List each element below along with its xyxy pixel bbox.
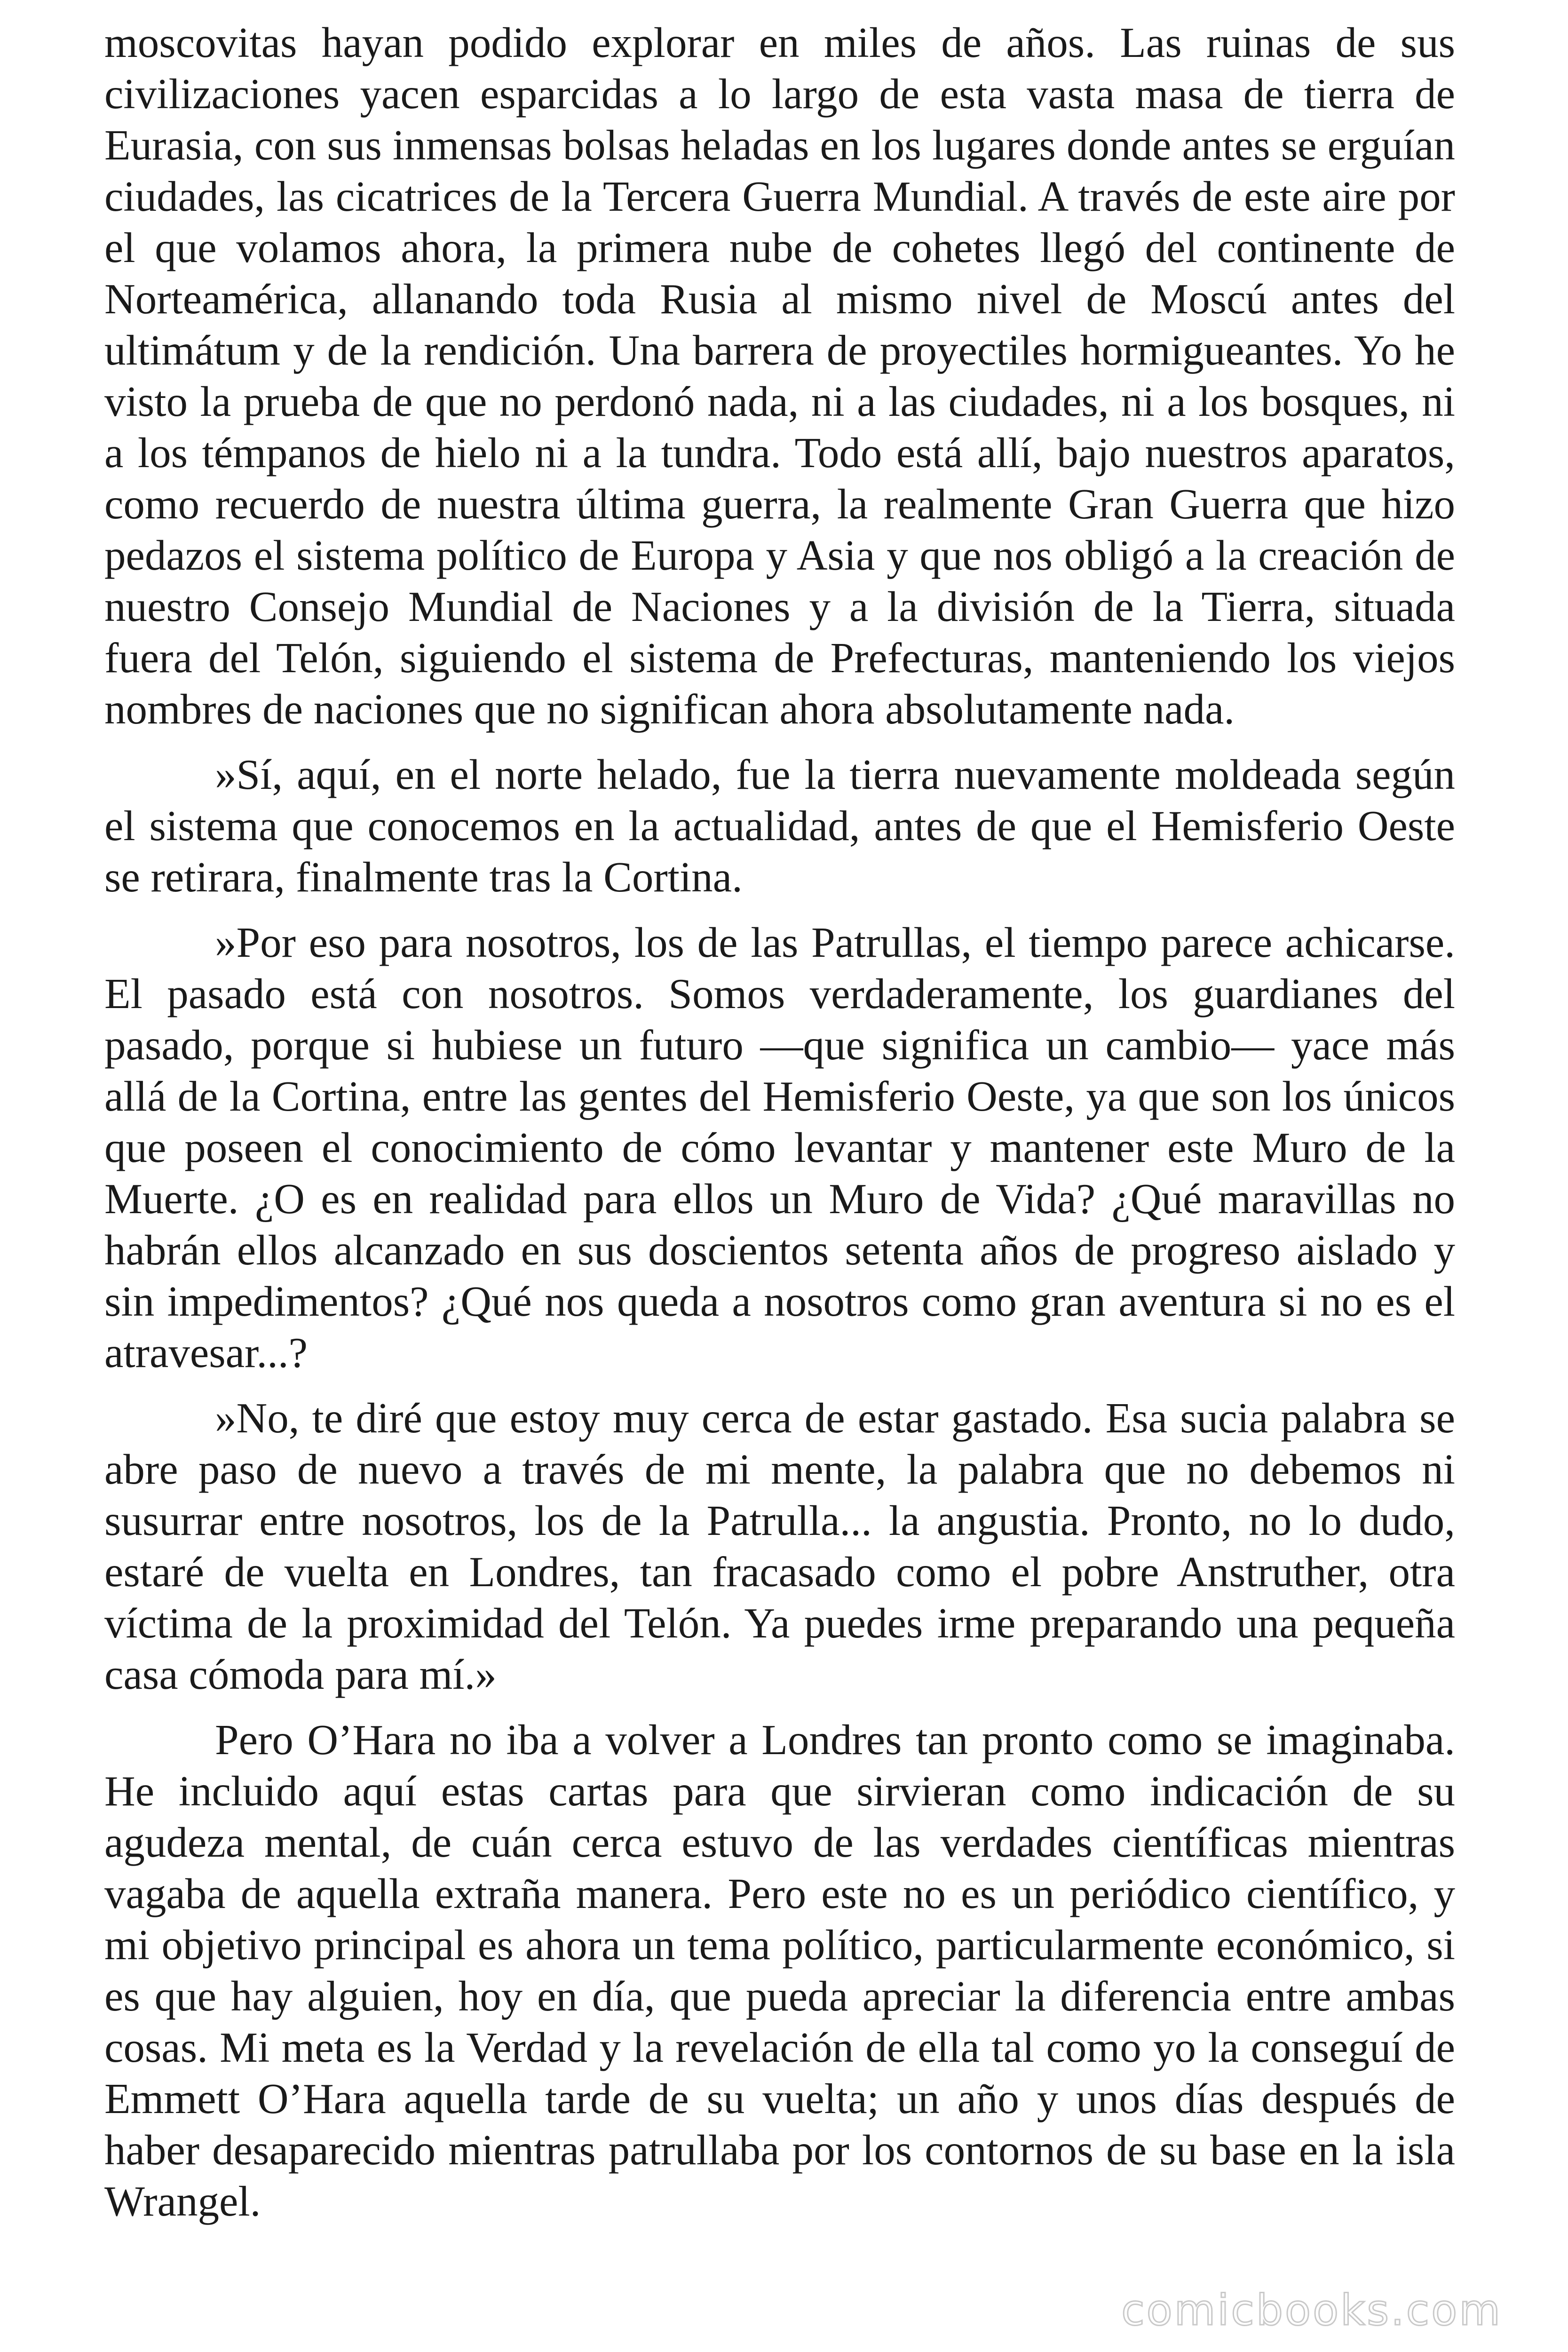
watermark-logo: comicbooks.com: [1121, 2286, 1502, 2335]
paragraph-ohara: Pero O’Hara no iba a volver a Londres tan pronto como se imaginaba. He incluido aquí estas cartas para que sirvieran como indicación de su agudeza mental, de cuán cerca estuvo de las verdades científicas mientras vagaba de aquella extraña manera. Pero este no es un periódico científico, y mi objetivo principal es ahora un tema político, particularmente económico, si es que hay alguien, hoy en día, que pueda apreciar la diferencia entre ambas cosas. Mi meta es la Verdad y la revelación de ella tal como yo la conseguí de Emmett O’Hara aquella tarde de su vuelta; un año y unos días después de haber desaparecido mientras patrullaba por los contornos de su base en la isla Wrangel.: [104, 1716, 1455, 2225]
paragraph-north: »Sí, aquí, en el norte helado, fue la tierra nuevamente moldeada según el sistema que conocemos en la actualidad, antes de que el Hemisferio Oeste se retirara, finalmente tras la Cortina.: [104, 751, 1455, 901]
paragraph-anguish: »No, te diré que estoy muy cerca de estar gastado. Esa sucia palabra se abre paso de nuevo a través de mi mente, la palabra que no debemos ni susurrar entre nosotros, los de la Patrulla... la angustia. Pronto, no lo dudo, estaré de vuelta en Londres, tan fracasado como el pobre Anstruther, otra víctima de la proximidad del Telón. Ya puedes irme preparando una pequeña casa cómoda para mí.»: [104, 1394, 1455, 1698]
paragraph-continuation: moscovitas hayan podido explorar en miles de años. Las ruinas de sus civilizaciones yacen esparcidas a lo largo de esta vasta masa de tierra de Eurasia, con sus inmensas bolsas heladas en los lugares donde antes se erguían ciudades, las cicatrices de la Tercera Guerra Mundial. A través de este aire por el que volamos ahora, la primera nube de cohetes llegó del continente de Norteamérica, allanando toda Rusia al mismo nivel de Moscú antes del ultimátum y de la rendición. Una barrera de proyectiles hormigueantes. Yo he visto la prueba de que no perdonó nada, ni a las ciudades, ni a los bosques, ni a los témpanos de hielo ni a la tundra. Todo está allí, bajo nuestros aparatos, como recuerdo de nuestra última guerra, la realmente Gran Guerra que hizo pedazos el sistema político de Europa y Asia y que nos obligó a la creación de nuestro Consejo Mundial de Naciones y a la división de la Tierra, situada fuera del Telón, siguiendo el sistema de Prefecturas, manteniendo los viejos nombres de naciones que no significan ahora absolutamente nada.: [104, 19, 1455, 733]
paragraph-patrols: »Por eso para nosotros, los de las Patrullas, el tiempo parece achicarse. El pasado está con nosotros. Somos verdaderamente, los guardianes del pasado, porque si hubiese un futuro —que significa un cambio— yace más allá de la Cortina, entre las gentes del Hemisferio Oeste, ya que son los únicos que poseen el conocimiento de cómo levantar y mantener este Muro de la Muerte. ¿O es en realidad para ellos un Muro de Vida? ¿Qué maravillas no habrán ellos alcanzado en sus doscientos setenta años de progreso aislado y sin impedimentos? ¿Qué nos queda a nosotros como gran aventura si no es el atravesar...?: [104, 919, 1455, 1376]
document-body: [104, 17, 1455, 2241]
